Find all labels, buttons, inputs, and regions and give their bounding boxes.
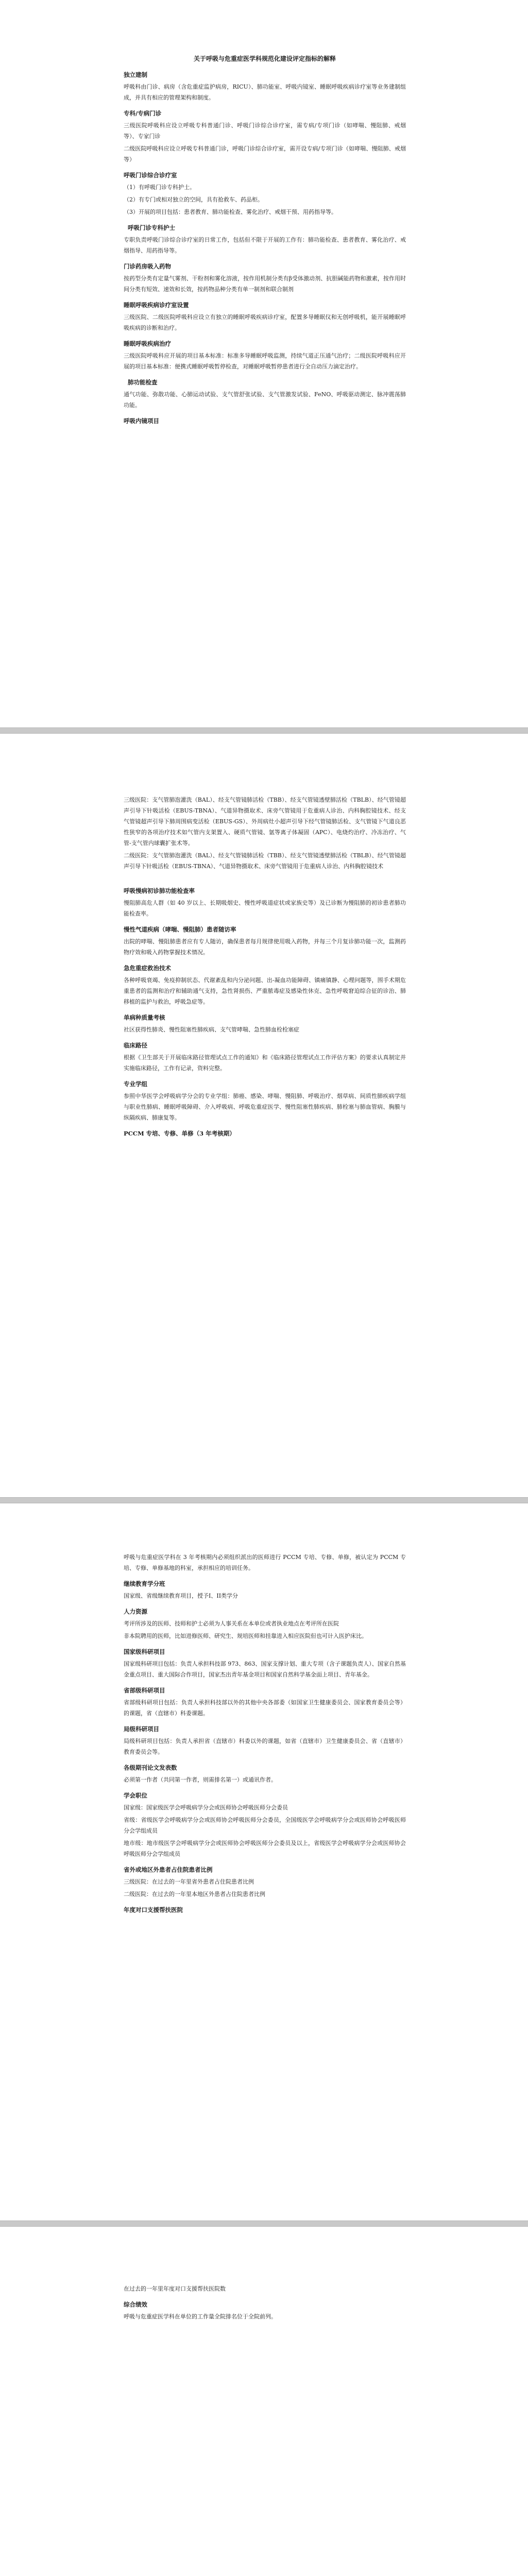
section-heading: 门诊药房吸入药物	[124, 263, 171, 270]
section-heading: PCCM 专培、专修、单修（3 年考核期）	[124, 1130, 235, 1137]
paragraph: 国家级科研项目包括：负责人承担科技部 973、863、国家支撑计划、重大专项（含子课题负责人）、国家自然基金重点项目、重大国际合作项目，国家杰出青年基金项目和国家自然科学基金面上项目、青年基金。	[124, 1660, 406, 1678]
paragraph: 通气功能、弥散功能、心肺运动试验、支气管舒张试验、支气管激发试验、FeNO、呼吸驱动测定、脉冲震荡肺功能。	[124, 391, 406, 409]
paragraph: 呼吸与危重症医学科在 3 年考核期内必须组织派出的医师进行 PCCM 专培、专修、单修，被认定为 PCCM 专培、专修、单修基地的科室，承担相应的培训任务。	[124, 1554, 406, 1571]
section-heading: 急危重症救治技术	[124, 964, 171, 972]
paragraph: 国家级、省级继续教育项目，授予I、II类学分	[124, 1592, 239, 1599]
paragraph: 出院的哮喘、慢阻肺患者应有专人随访，确保患者每月规律使用吸入药物，并每三个月复诊肺功能一次，监测药物疗效和吸入药物掌握技术情况。	[124, 938, 406, 956]
section-heading: 局级科研项目	[124, 1725, 159, 1733]
paragraph: 二级医院：支气管肺泡灌洗（BAL）、经支气管镜肺活检（TBB）、经支气管镜透壁肺活检（TBLB）、经气管镜超声引导下针吸活检（EBUS-TBNA）、气道异物摄取术、床旁气管镜用于危重病人诊治、内科胸腔镜技术	[124, 852, 406, 870]
section-heading: 呼吸慢病初诊肺功能检查率	[124, 887, 195, 894]
section-heading: 呼吸门诊综合诊疗室	[124, 172, 177, 179]
paragraph: 局级科研项目包括：负责人承担省（直辖市）科委以外的课题，如省（直辖市）卫生健康委员会、省（直辖市）教育委员会等。	[124, 1738, 406, 1755]
section-heading: 呼吸内镜项目	[124, 417, 159, 425]
paragraph: 各种呼吸衰竭、免疫抑制状态、代谢紊乱和内分泌问题、出-凝血功能障碍、镇痛镇静、心理问题等，围手术期危重患者的监测和治疗和辅助通气支持，急性肾损伤、严重脓毒症及感染性休克、急性呼吸窘迫综合征的诊治、肺移植的监护与救治，呼吸急症等。	[124, 977, 406, 1005]
section-heading: 国家级科研项目	[124, 1648, 165, 1655]
section-heading: 省外或地区外患者占住院患者比例	[124, 1866, 213, 1873]
document-page-4	[0, 2227, 528, 2576]
paragraph: 地市级：地市级医学会呼吸病学分会或医师协会呼吸医师分会委员及以上，省级医学会呼吸病学分会或医师协会呼吸医师分会学组成员	[124, 1840, 406, 1857]
document-page-3	[0, 1503, 528, 2221]
section-heading: 专科/专病门诊	[124, 110, 162, 117]
paragraph: 呼吸与危重症医学科在单位的工作量全院排名位于全院前列。	[124, 2313, 277, 2320]
section-heading: 省部级科研项目	[124, 1687, 165, 1694]
paragraph: （1）有呼吸门诊专科护士。	[124, 184, 195, 191]
section-heading: 综合绩效	[124, 2301, 147, 2308]
paragraph: 呼吸科由门诊、病房（含危重症监护病房，RICU）、肺功能室、呼吸内镜室、睡眠呼吸疾病诊疗室等业务建制组成，并具有相应的管理架构和制度。	[124, 83, 406, 101]
page-1-content	[124, 54, 406, 428]
paragraph: 非本院聘用的医师，比如进修医师、研究生、规培医师和挂靠进入相应医院但也可计入医护床比。	[124, 1633, 367, 1639]
paragraph: 三级医院：在过去的一年里省外患者占住院患者比例	[124, 1878, 254, 1885]
paragraph: 国家级：国家级医学会呼吸病学分会或医师协会呼吸医师分会委员	[124, 1804, 288, 1811]
paragraph: 社区获得性肺炎、慢性阻塞性肺疾病、支气管哮喘、急性肺血栓栓塞症	[124, 1026, 299, 1033]
document-page-2	[0, 734, 528, 1497]
section-heading: 临床路径	[124, 1042, 147, 1049]
section-heading: 呼吸门诊专科护士	[128, 224, 175, 231]
page-separator	[0, 1497, 528, 1503]
paragraph: 省级：省级医学会呼吸病学分会或医师协会呼吸医师分会委员，全国级医学会呼吸病学分会或医师协会呼吸医师分会学组成员	[124, 1817, 406, 1834]
paragraph: 在过去的一年里年度对口支援帮扶医院数	[124, 2285, 226, 2292]
paragraph: 三级医院呼吸科应开展的项目基本标准：标准多导睡眠呼吸监测，持续气道正压通气治疗；二级医院呼吸科应开展的项目基本标准：便携式睡眠呼吸暂停检查，对睡眠呼吸暂停患者进行全自动压力滴定治疗。	[124, 352, 406, 370]
paragraph: 省部级科研项目包括：负责人承担科技部以外的其他中央各部委（如国家卫生健康委员会、国家教育委员会等）的课题，省（直辖市）科委课题。	[124, 1699, 406, 1717]
paragraph: 三级医院呼吸科应设立呼吸专科普通门诊、呼吸门诊综合诊疗室，需专病/专项门诊（如哮喘、慢阻肺、戒烟等）、专家门诊	[124, 122, 406, 140]
paragraph: 二级医院：在过去的一年里本地区外患者占住院患者比例	[124, 1891, 265, 1897]
paragraph: 考评所涉及的医师、技师和护士必须为人事关系在本单位或者执业地点在考评所在医院	[124, 1620, 339, 1627]
document-title: 关于呼吸与危重症医学科规范化建设评定指标的解释	[193, 55, 336, 62]
paragraph: （2）有专门或相对独立的空间，具有抢救车、药品柜。	[124, 196, 263, 203]
paragraph: 二级医院呼吸科应设立呼吸专科普通门诊，呼吸门诊综合诊疗室，需开设专病/专项门诊（如哮喘、慢阻肺、戒烟等）	[124, 145, 406, 163]
section-heading: 年度对口支援帮扶医院	[124, 1906, 183, 1913]
paragraph: （3）开展的项目包括：患者教育、肺功能检查、雾化治疗、戒烟干预、用药指导等。	[124, 209, 337, 215]
section-heading: 继续教育学分班	[124, 1580, 165, 1587]
section-heading: 人力资源	[124, 1608, 147, 1615]
page-3-content	[124, 1552, 406, 1917]
paragraph: 专职负责呼吸门诊综合诊疗室的日常工作，包括但不限于开展的工作有：肺功能检查、患者教育、雾化治疗、戒烟指导、用药指导等。	[124, 236, 406, 254]
section-heading: 肺功能检查	[128, 379, 158, 386]
section-heading: 慢性气道疾病（哮喘、慢阻肺）患者随访率	[124, 926, 236, 933]
page-4-content	[124, 2283, 406, 2324]
section-heading: 学会职位	[124, 1792, 147, 1799]
section-heading: 独立建制	[124, 71, 147, 78]
page-separator	[0, 2221, 528, 2227]
document-page-1	[0, 0, 528, 727]
section-heading: 睡眠呼吸疾病治疗	[124, 340, 171, 347]
section-heading: 专业学组	[124, 1080, 147, 1088]
page-separator	[0, 727, 528, 734]
paragraph: 必须第一作者（共同第一作者，则需排名第一）或通讯作者。	[124, 1776, 277, 1783]
section-spacer	[124, 873, 406, 880]
paragraph: 根据《卫生部关于开展临床路径管理试点工作的通知》和《临床路径管理试点工作评估方案》的要求认真制定并实施临床路径，工作有记录，资料完整。	[124, 1054, 406, 1072]
section-heading: 睡眠呼吸疾病诊疗室设置	[124, 301, 189, 309]
section-heading: 各级期刊论文发表数	[124, 1764, 177, 1771]
paragraph: 按药型分类有定量气雾剂、干粉剂和雾化溶液，按作用机制分类有β受体激动剂、抗胆碱能药物和激素，按作用时间分类有短效、速效和长效，按药物品种分类有单一制剂和联合制剂	[124, 275, 406, 293]
paragraph: 三级医院、二级医院呼吸科应设立有独立的睡眠呼吸疾病诊疗室，配置多导睡眠仪和无创呼吸机，能开展睡眠呼吸疾病的诊断和治疗。	[124, 314, 406, 331]
paragraph: 慢阻肺高危人群（如 40 岁以上、长期吸烟史、慢性呼吸道症状或家族史等）及已诊断为慢阻肺的初诊患者肺功能检查率。	[124, 900, 406, 917]
section-heading: 单病种质量考核	[124, 1014, 165, 1021]
page-2-content	[124, 794, 406, 1140]
paragraph: 三级医院：支气管肺泡灌洗（BAL）、经支气管镜肺活检（TBB）、经支气管镜透壁肺活检（TBLB）、经气管镜超声引导下针吸活检（EBUS-TBNA）、气道异物摄取术、床旁气管镜用于危重病人诊治、内科胸腔镜技术、经支气管镜超声引导下肺周围病变活检（EBUS-GS）、外周病灶小超声引导下经气管镜肺活检、支气管镜下气道良恶性狭窄的各项治疗技术如气管内支架置入、硬质气管镜、氩等离子体凝固（APC）、电烧灼治疗、冷冻治疗、气管-支气管内球囊扩张术等。	[124, 796, 406, 846]
paragraph: 参照中华医学会呼吸病学分会的专业学组：肺癌、感染、哮喘、慢阻肺、呼吸治疗、烟草病、间质性肺疾病学组与职业性肺病、睡眠呼吸障碍、介入呼吸病、呼吸危重症医学、慢性阻塞性肺疾病、肺栓塞与肺血管病、胸膜与纵隔疾病、肺康复等。	[124, 1093, 406, 1121]
